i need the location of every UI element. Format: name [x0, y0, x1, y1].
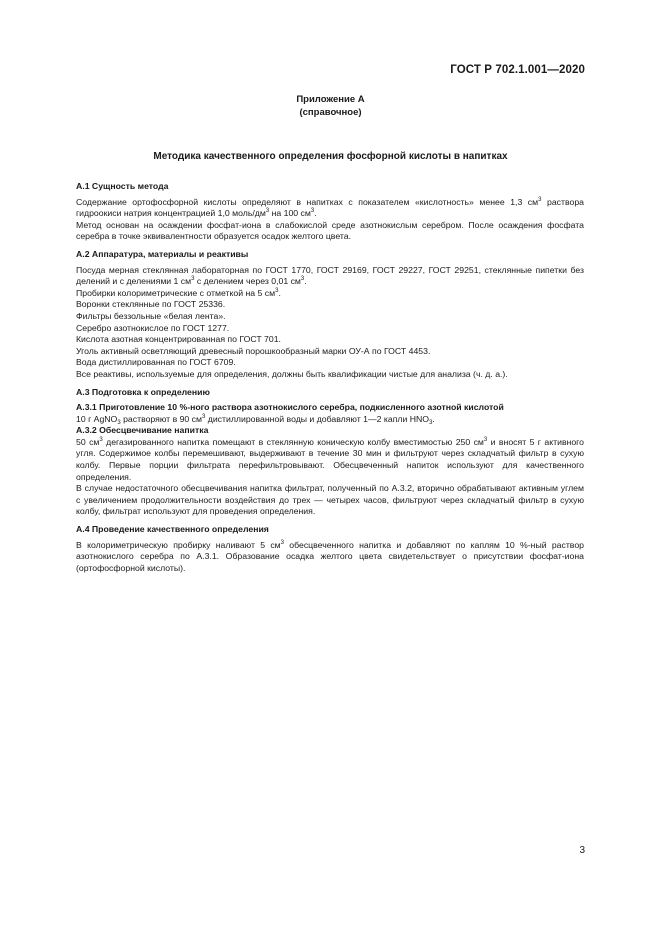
section-a1-paragraph-1: Содержание ортофосфорной кислоты определяют в напитках с показателем «кислотность» менее 1,3 $см^3$ раствора гидроокиси натрия концентрацией 1,0 моль/$дм^3$ на 100 $см^3$. [76, 196, 584, 219]
section-a2-item-1: Посуда мерная стеклянная лабораторная по ГОСТ 1770, ГОСТ 29169, ГОСТ 29227, ГОСТ 29251, стеклянные пипетки без делений и с делениями 1 $см^3$ с делением через 0,01 $см^3$. [76, 264, 584, 287]
subsection-a32-paragraph-1: 50 $см^3$ дегазированного напитка помещают в стеклянную коническую колбу вместимостью 250 $см^3$ и вносят 5 г активного угля. Содержимое колбы перемешивают, выдерживают в течение 30 мин и фильтруют через складчатый фильтр в сухую колбу. Первые порции фильтрата перефильтровывают. Обесцвеченный напиток используют для качественного определения. [76, 436, 584, 482]
standard-code: ГОСТ Р 702.1.001—2020 [450, 64, 585, 76]
appendix-heading [0, 93, 661, 119]
section-a4-heading: А.4 Проведение качественного определения [76, 524, 269, 535]
subsection-a31-paragraph: 10 г AgNO$_3$ растворяют в 90 $см^3$ дистиллированной воды и добавляют 1—2 капли $HNO_3$. [76, 413, 435, 426]
section-a2-item-2: Пробирки колориметрические с отметкой на 5 $см^3$. [76, 287, 281, 298]
section-a1-heading: А.1 Сущность метода [76, 181, 169, 191]
page-number: 3 [579, 845, 585, 856]
section-a2-item-5: Серебро азотнокислое по ГОСТ 1277. [76, 322, 230, 333]
section-a2-item-6: Кислота азотная концентрированная по ГОСТ 701. [76, 334, 281, 345]
section-a1-paragraph-2: Метод основан на осаждении фосфат-иона в слабокислой среде азотнокислым серебром. После осаждения фосфата серебра в точке эквивалентности образуется осадок желтого цвета. [76, 219, 584, 242]
appendix-label: Приложение А [296, 94, 365, 105]
section-a3-heading: А.3 Подготовка к определению [76, 386, 210, 397]
appendix-type: (справочное) [299, 107, 362, 118]
section-a4-paragraph: В колориметрическую пробирку наливают 5 $см^3$ обесцвеченного напитка и добавляют по каплям 10 %-ный раствор азотнокислого серебра по А.3.1. Образование осадка желтого цвета свидетельствует о присутствии фосфат-иона (ортофосфорной кислоты). [76, 539, 584, 573]
document-body [76, 181, 584, 574]
section-a2-item-9: Все реактивы, используемые для определения, должны быть квалификации чистые для анализа (ч. д. а.). [76, 368, 508, 379]
subsection-a32-heading: А.3.2 Обесцвечивание напитка [76, 425, 209, 436]
section-a2-item-8: Вода дистиллированная по ГОСТ 6709. [76, 357, 236, 368]
subsection-a32-paragraph-2: В случае недостаточного обесцвечивания напитка фильтрат, полученный по А.3.2, вторично обрабатывают активным углем с увеличением продолжительности воздействия до трех — четырех часов, фильтруют через складчатый фильтр в сухую колбу, фильтрат используют для проведения определения. [76, 483, 584, 517]
section-a2-item-7: Уголь активный осветляющий древесный порошкообразный марки ОУ-А по ГОСТ 4453. [76, 345, 431, 356]
section-a2-item-3: Воронки стеклянные по ГОСТ 25336. [76, 299, 226, 310]
section-a2-heading: А.2 Аппаратура, материалы и реактивы [76, 248, 249, 259]
document-title: Методика качественного определения фосфорной кислоты в напитках [153, 151, 508, 162]
subsection-a31-heading: А.3.1 Приготовление 10 %-ного раствора азотнокислого серебра, подкисленного азотной кислотой [76, 402, 504, 413]
section-a2-item-4: Фильтры беззольные «белая лента». [76, 310, 226, 321]
